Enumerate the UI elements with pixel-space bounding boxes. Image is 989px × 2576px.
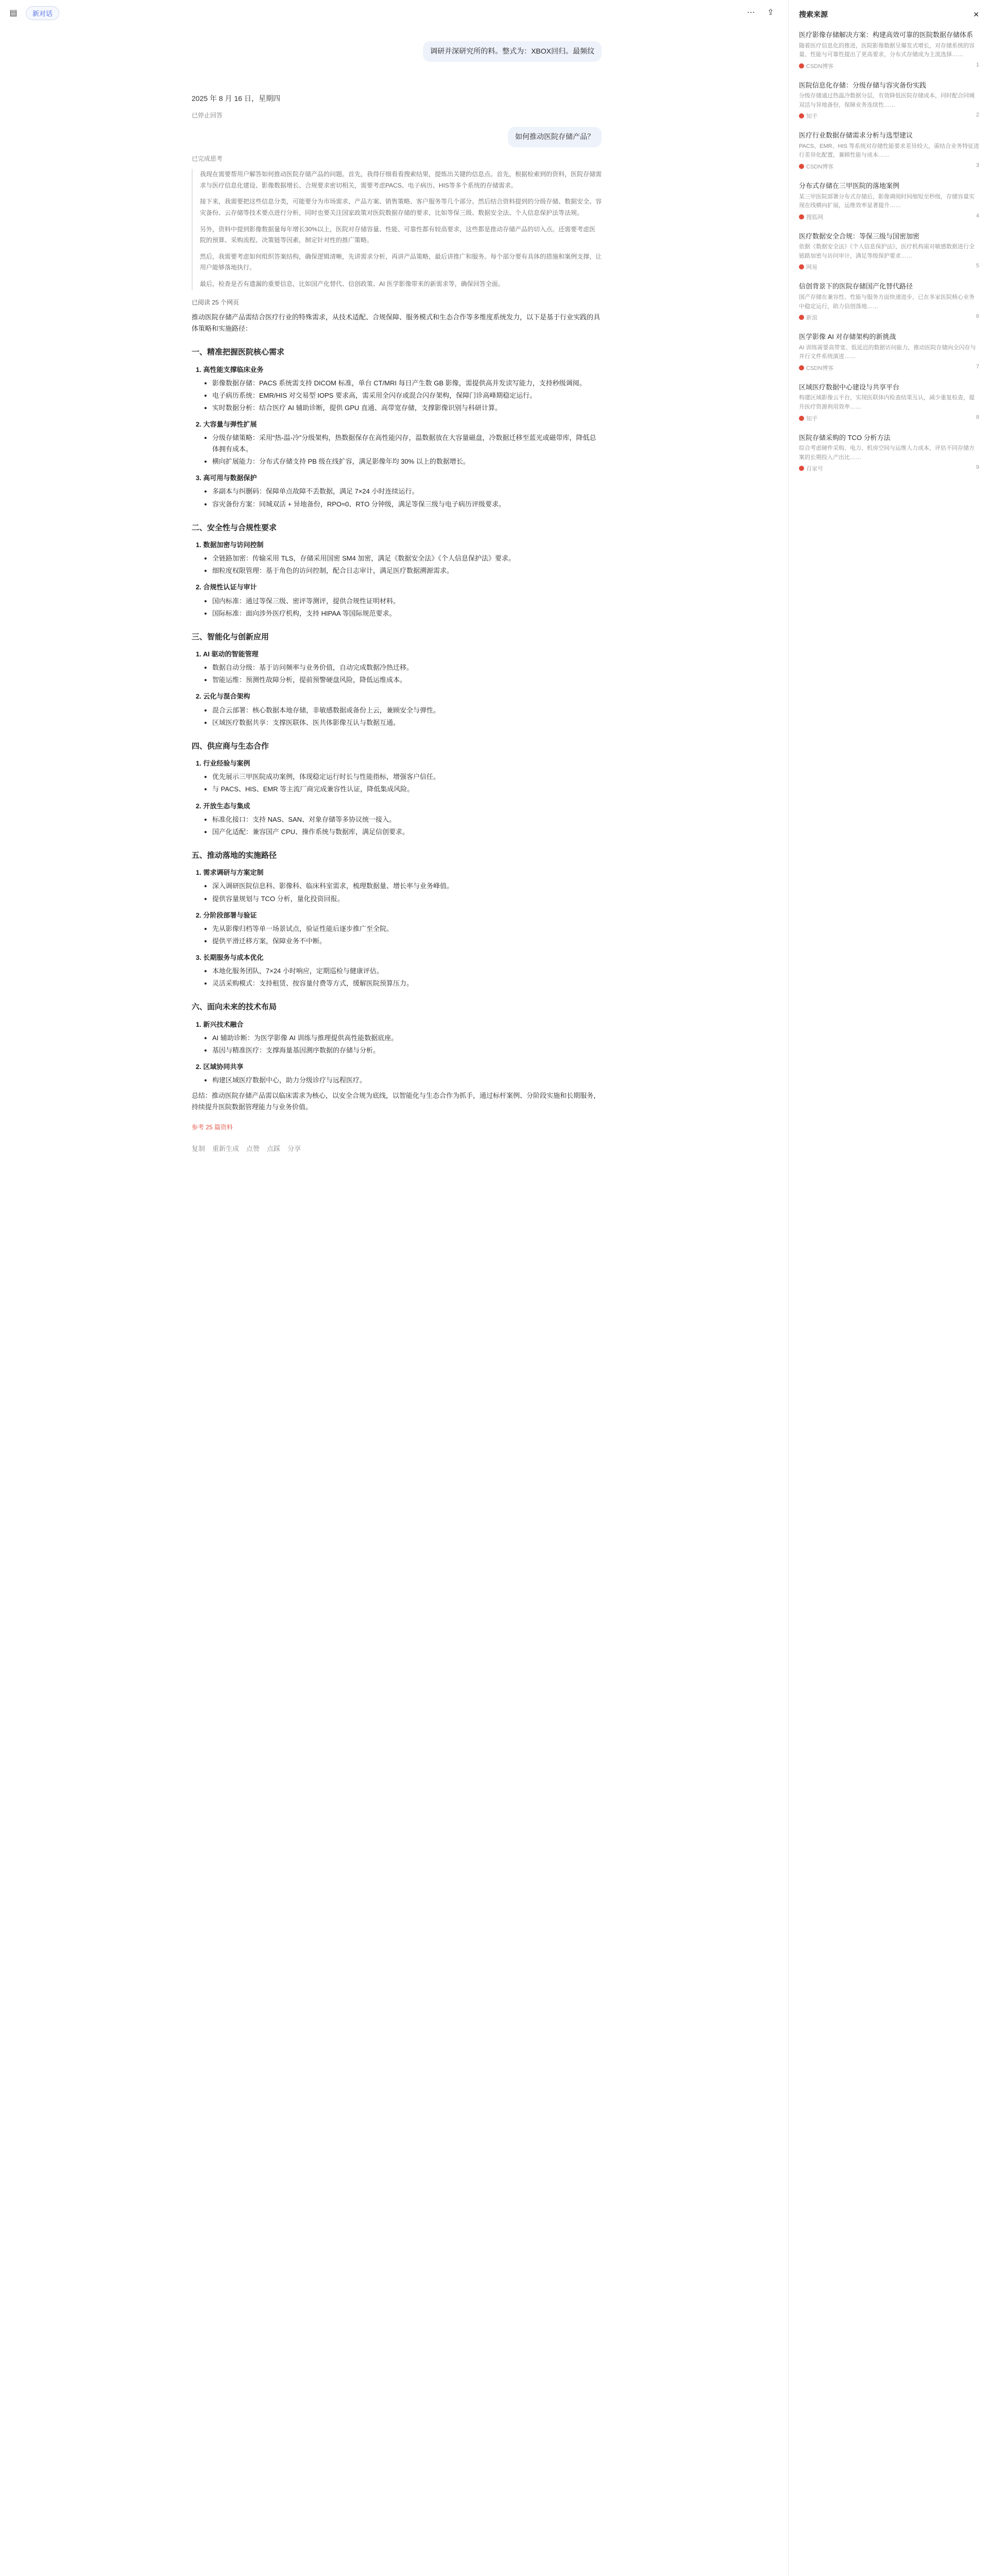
bullet-item: • 国产化适配：兼容国产 CPU、操作系统与数据库，满足信创要求。 [212, 826, 602, 838]
bullet-list [192, 486, 602, 510]
source-site [799, 414, 817, 422]
answer-intro: 推动医院存储产品需结合医疗行业的特殊需求，从技术适配、合规保障、服务模式和生态合作等多维度系统发力，以下是基于行业实践的具体策略和实施路径： [192, 313, 601, 332]
bullet-item: • 优先展示三甲医院成功案例，体现稳定运行时长与性能指标，增强客户信任。 [212, 771, 602, 783]
source-number: 6 [976, 313, 979, 320]
bullet-item: • 电子病历系统：EMR/HIS 对交易型 IOPS 要求高，需采用全闪存或混合闪存架构，保障门诊高峰期稳定运行。 [212, 390, 602, 401]
bullet-list [192, 596, 602, 619]
sidebar-toggle-icon[interactable]: ▤ [9, 9, 18, 18]
source-title[interactable]: 医疗行业数据存储需求分析与选型建议 [799, 131, 913, 140]
dislike-button[interactable]: 点踩 [267, 1144, 281, 1153]
source-title[interactable]: 区域医疗数据中心建设与共享平台 [799, 383, 900, 391]
source-site-label: CSDN博客 [806, 164, 834, 171]
bullet-item: • 横向扩展能力：分布式存储支持 PB 级在线扩容，满足影像年均 30% 以上的数据增长。 [212, 456, 602, 467]
bullet-item: • 混合云部署：核心数据本地存储，非敏感数据或备份上云，兼顾安全与弹性。 [212, 705, 602, 716]
source-title[interactable]: 医疗影像存储解决方案：构建高效可靠的医院数据存储体系 [799, 31, 974, 39]
source-site-label: 新浪 [806, 315, 817, 321]
subsection-title: 2. 云化与混合架构 [196, 692, 250, 701]
subsection-title: 2. 分阶段部署与验证 [196, 911, 257, 919]
source-snippet: 随着医疗信息化的推进，医院影像数据呈爆发式增长，对存储系统的容量、性能与可靠性提出了更高要求，分布式存储成为主流选择…… [799, 42, 975, 58]
bullet-list [192, 1032, 602, 1056]
user-message: 调研并深研究所的料。整式为：XBOX回归。最频纹 [423, 41, 602, 62]
date-line: 2025 年 8 月 16 日，星期四 [192, 94, 280, 103]
source-card[interactable] [789, 25, 989, 75]
source-card[interactable] [789, 226, 989, 277]
thought-paragraph: 最后，检查是否有遗漏的重要信息，比如国产化替代、信创政策、AI 医学影像带来的新需求等，确保回答全面。 [200, 280, 504, 287]
source-site [799, 313, 817, 321]
search-tag[interactable] [192, 297, 602, 308]
bullet-item: • 容灾备份方案：同城双活 + 异地备份，RPO≈0、RTO 分钟级，满足等保三级与电子病历评级要求。 [212, 499, 602, 510]
source-card[interactable] [789, 377, 989, 428]
bullet-item: • 灵活采购模式：支持租赁、按容量付费等方式，缓解医院预算压力。 [212, 978, 602, 989]
bullet-list [192, 880, 602, 904]
site-favicon-icon [799, 214, 804, 219]
bullet-item: • 提供容量规划与 TCO 分析，量化投资回报。 [212, 893, 602, 905]
bullet-item: • 全链路加密：传输采用 TLS，存储采用国密 SM4 加密，满足《数据安全法》《个人信息保护法》要求。 [212, 553, 602, 564]
source-card[interactable] [789, 327, 989, 377]
site-favicon-icon [799, 315, 804, 320]
bullet-item: • 标准化接口：支持 NAS、SAN、对象存储等多协议统一接入。 [212, 814, 602, 825]
thought-paragraph: 我现在需要帮用户解答如何推动医院存储产品的问题。首先，我得仔细看看搜索结果，提炼出关键的信息点。首先，根据检索到的资料，医院存储需求与医疗信息化建设、影像数据增长、合规要求密切相关，需要考虑PACS、电子病历、HIS等多个系统的存储需求。 [200, 171, 602, 189]
search-tag-label: 已阅读 25 个网页 [192, 298, 240, 306]
bullet-item: • 本地化服务团队，7×24 小时响应，定期巡检与健康评估。 [212, 965, 602, 977]
section-title: 三、智能化与创新应用 [192, 632, 269, 641]
source-site [799, 62, 833, 70]
bullet-list [192, 814, 602, 838]
source-number: 8 [976, 414, 979, 420]
section-title: 六、面向未来的技术布局 [192, 1003, 277, 1012]
source-number: 5 [976, 263, 979, 269]
source-number: 7 [976, 363, 979, 370]
source-site-label: 知乎 [806, 113, 817, 120]
bullet-item: • 影像数据存储：PACS 系统需支持 DICOM 标准，单台 CT/MRI 每日产生数 GB 影像，需提供高并发读写能力，支持秒级调阅。 [212, 378, 602, 389]
site-favicon-icon [799, 264, 804, 269]
source-title[interactable]: 医院存储采购的 TCO 分析方法 [799, 433, 891, 442]
source-title[interactable]: 医院信息化存储：分级存储与容灾备份实践 [799, 81, 927, 89]
source-title[interactable]: 分布式存储在三甲医院的落地案例 [799, 182, 900, 190]
bullet-list [192, 662, 602, 686]
answer-block [192, 312, 602, 1113]
source-number: 4 [976, 212, 979, 219]
answer-summary: 总结：推动医院存储产品需以临床需求为核心，以安全合规为底线，以智能化与生态合作为抓手，通过标杆案例、分阶段实施和长期服务，持续提升医院数据管理能力与业务价值。 [192, 1092, 601, 1111]
site-favicon-icon [799, 416, 804, 421]
source-number: 3 [976, 162, 979, 169]
site-favicon-icon [799, 164, 804, 169]
section-title: 四、供应商与生态合作 [192, 741, 269, 751]
regenerate-button[interactable]: 重新生成 [212, 1144, 240, 1153]
like-button[interactable]: 点赞 [246, 1144, 260, 1153]
source-snippet: 某三甲医院部署分布式存储后，影像调阅时间缩短至秒级，存储容量实现在线横向扩展，运维效率显著提升…… [799, 193, 975, 209]
bullet-list [192, 771, 602, 795]
thought-block [192, 169, 602, 290]
bullet-list [192, 705, 602, 728]
site-favicon-icon [799, 365, 804, 370]
section-title: 五、推动落地的实施路径 [192, 851, 277, 860]
source-card[interactable] [789, 428, 989, 478]
close-icon[interactable]: ✕ [973, 10, 979, 19]
source-card[interactable] [789, 276, 989, 327]
subsection-title: 3. 高可用与数据保护 [196, 474, 257, 482]
source-site-label: CSDN博客 [806, 63, 834, 70]
subsection-title: 2. 大容量与弹性扩展 [196, 420, 257, 428]
source-site-label: 知乎 [806, 415, 817, 422]
source-number: 9 [976, 464, 979, 471]
source-snippet: 构建区域影像云平台，实现医联体内检查结果互认，减少重复检查，提升医疗资源利用效率…… [799, 395, 975, 410]
bullet-item: • 分级存储策略：采用“热-温-冷”分级架构，热数据保存在高性能闪存，温数据放在大容量磁盘，冷数据迁移至蓝光或磁带库，降低总体拥有成本。 [212, 432, 602, 455]
thought-paragraph: 然后，我需要考虑如何组织答案结构，确保逻辑清晰，先讲需求分析，再讲产品策略，最后讲推广和服务。每个部分要有具体的措施和案例支撑，让用户能够落地执行。 [200, 252, 602, 272]
bullet-item: • 细粒度权限管理：基于角色的访问控制，配合日志审计，满足医疗数据溯源需求。 [212, 565, 602, 577]
answer-actions [192, 1143, 602, 1155]
source-number: 1 [976, 61, 979, 68]
subsection-title: 2. 区域协同共享 [196, 1062, 244, 1071]
new-chat-button[interactable]: 新对话 [26, 6, 59, 20]
subsection-title: 1. AI 驱动的智能管理 [196, 650, 259, 658]
bullet-item: • 实时数据分析：结合医疗 AI 辅助诊断，提供 GPU 直通、高带宽存储，支撑影像识别与科研计算。 [212, 402, 602, 414]
source-site-label: 搜狐网 [806, 214, 823, 221]
source-snippet: PACS、EMR、HIS 等系统对存储性能要求差异较大，需结合业务特征进行差异化配置，兼顾性能与成本…… [799, 143, 979, 159]
bullet-item: • 国内标准：通过等保三级、密评等测评，提供合规性证明材料。 [212, 596, 602, 607]
bullet-list [192, 1075, 602, 1086]
source-site-label: 百家号 [806, 466, 823, 472]
top-bar [0, 0, 788, 26]
source-snippet: AI 训练需要高带宽、低延迟的数据访问能力，推动医院存储向全闪存与并行文件系统演进…… [799, 344, 976, 360]
thought-paragraph: 另外，资料中提到影像数据量每年增长30%以上，医院对存储容量、性能、可靠性都有较高要求，这些都是推动存储产品的切入点。还需要考虑医院的预算、采购流程、决策链等因素，制定针对性的推广策略。 [200, 225, 596, 244]
site-favicon-icon [799, 466, 804, 471]
user-question: 如何推动医院存储产品？ [508, 127, 602, 147]
source-title[interactable]: 信创背景下的医院存储国产化替代路径 [799, 282, 913, 291]
source-site [799, 162, 833, 171]
subsection-title: 2. 开放生态与集成 [196, 802, 250, 810]
section-title: 二、安全性与合规性要求 [192, 523, 277, 532]
thought-collapse[interactable]: 已完成思考 [192, 155, 223, 162]
share-icon[interactable]: ⇪ [767, 8, 774, 17]
bullet-item: • 智能运维：预测性故障分析，提前预警硬盘风险，降低运维成本。 [212, 674, 602, 686]
bullet-list [192, 965, 602, 989]
site-favicon-icon [799, 113, 804, 118]
bullet-list [192, 432, 602, 467]
bullet-item: • 数据自动分级：基于访问频率与业务价值，自动完成数据冷热迁移。 [212, 662, 602, 673]
stopped-collapse[interactable]: 已停止回答 [192, 111, 223, 119]
subsection-title: 3. 长期服务与成本优化 [196, 953, 264, 961]
subsection-title: 1. 新兴技术融合 [196, 1020, 244, 1028]
source-card[interactable] [789, 125, 989, 176]
subsection-title: 1. 行业经验与案例 [196, 759, 250, 768]
bullet-item: • 先从影像归档等单一场景试点，验证性能后逐步推广至全院。 [212, 923, 602, 935]
source-site-label: CSDN博客 [806, 365, 834, 371]
source-site-label: 网易 [806, 264, 817, 271]
source-card[interactable] [789, 75, 989, 126]
subsection-title: 1. 数据加密与访问控制 [196, 541, 264, 549]
thought-paragraph: 接下来，我需要把这些信息分类，可能要分为市场需求、产品方案、销售策略、客户服务等几个部分。然后结合资料提到的分级存储、数据安全、容灾备份、云存储等技术要点进行分析，同时也要关注国家政策对医院数据存储的要求，比如等保三级、数据安全法、个人信息保护法等法规。 [200, 198, 602, 216]
bullet-item: • 基因与精准医疗：支撑海量基因测序数据的存储与分析。 [212, 1045, 602, 1056]
bullet-item: • 构建区域医疗数据中心，助力分级诊疗与远程医疗。 [212, 1075, 602, 1086]
site-favicon-icon [799, 63, 804, 69]
bullet-item: • 与 PACS、HIS、EMR 等主流厂商完成兼容性认证，降低集成风险。 [212, 784, 602, 795]
bullet-item: • 区域医疗数据共享：支撑医联体、医共体影像互认与数据互通。 [212, 717, 602, 728]
source-site [799, 364, 833, 372]
chat-area [192, 26, 602, 2576]
source-card[interactable] [789, 176, 989, 226]
bullet-item: • AI 辅助诊断：为医学影像 AI 训练与推理提供高性能数据底座。 [212, 1032, 602, 1044]
bullet-list [192, 923, 602, 947]
source-snippet: 国产存储在兼容性、性能与服务方面快速进步，已在多家医院核心业务中稳定运行，助力信创落地…… [799, 294, 975, 310]
source-snippet: 分级存储通过热温冷数据分层，有效降低医院存储成本，同时配合同城双活与异地备份，保障业务连续性…… [799, 93, 975, 108]
section-title: 一、精准把握医院核心需求 [192, 348, 285, 357]
bullet-item: • 国际标准：面向涉外医疗机构，支持 HIPAA 等国际规范要求。 [212, 608, 602, 619]
share-button[interactable]: 分享 [287, 1144, 301, 1153]
source-snippet: 综合考虑硬件采购、电力、机房空间与运维人力成本，评估不同存储方案的长期投入产出比…… [799, 445, 975, 461]
more-icon[interactable]: ⋯ [747, 8, 755, 17]
bullet-item: • 提供平滑迁移方案，保障业务不中断。 [212, 936, 602, 947]
subsection-title: 1. 需求调研与方案定制 [196, 869, 264, 877]
source-snippet: 依据《数据安全法》《个人信息保护法》，医疗机构需对敏感数据进行全链路加密与访问审计，满足等级保护要求…… [799, 244, 975, 259]
source-title[interactable]: 医疗数据安全合规：等保三级与国密加密 [799, 232, 920, 240]
source-site [799, 464, 823, 472]
bullet-item: • 多副本与纠删码：保障单点故障不丢数据，满足 7×24 小时连续运行。 [212, 486, 602, 497]
sources-panel [788, 0, 989, 2576]
panel-title: 搜索来源 [799, 10, 828, 19]
bullet-list [192, 378, 602, 414]
source-number: 2 [976, 112, 979, 118]
bullet-item: • 深入调研医院信息科、影像科、临床科室需求，梳理数据量、增长率与业务峰值。 [212, 880, 602, 892]
source-site [799, 263, 817, 271]
copy-button[interactable]: 复制 [192, 1144, 206, 1153]
subsection-title: 2. 合规性认证与审计 [196, 583, 257, 591]
bullet-list [192, 553, 602, 577]
source-site [799, 213, 823, 221]
subsection-title: 1. 高性能支撑临床业务 [196, 365, 264, 374]
source-site [799, 112, 817, 120]
source-title[interactable]: 医学影像 AI 对存储架构的新挑战 [799, 333, 896, 341]
sources-toggle[interactable]: 参考 25 篇资料 [192, 1124, 233, 1131]
